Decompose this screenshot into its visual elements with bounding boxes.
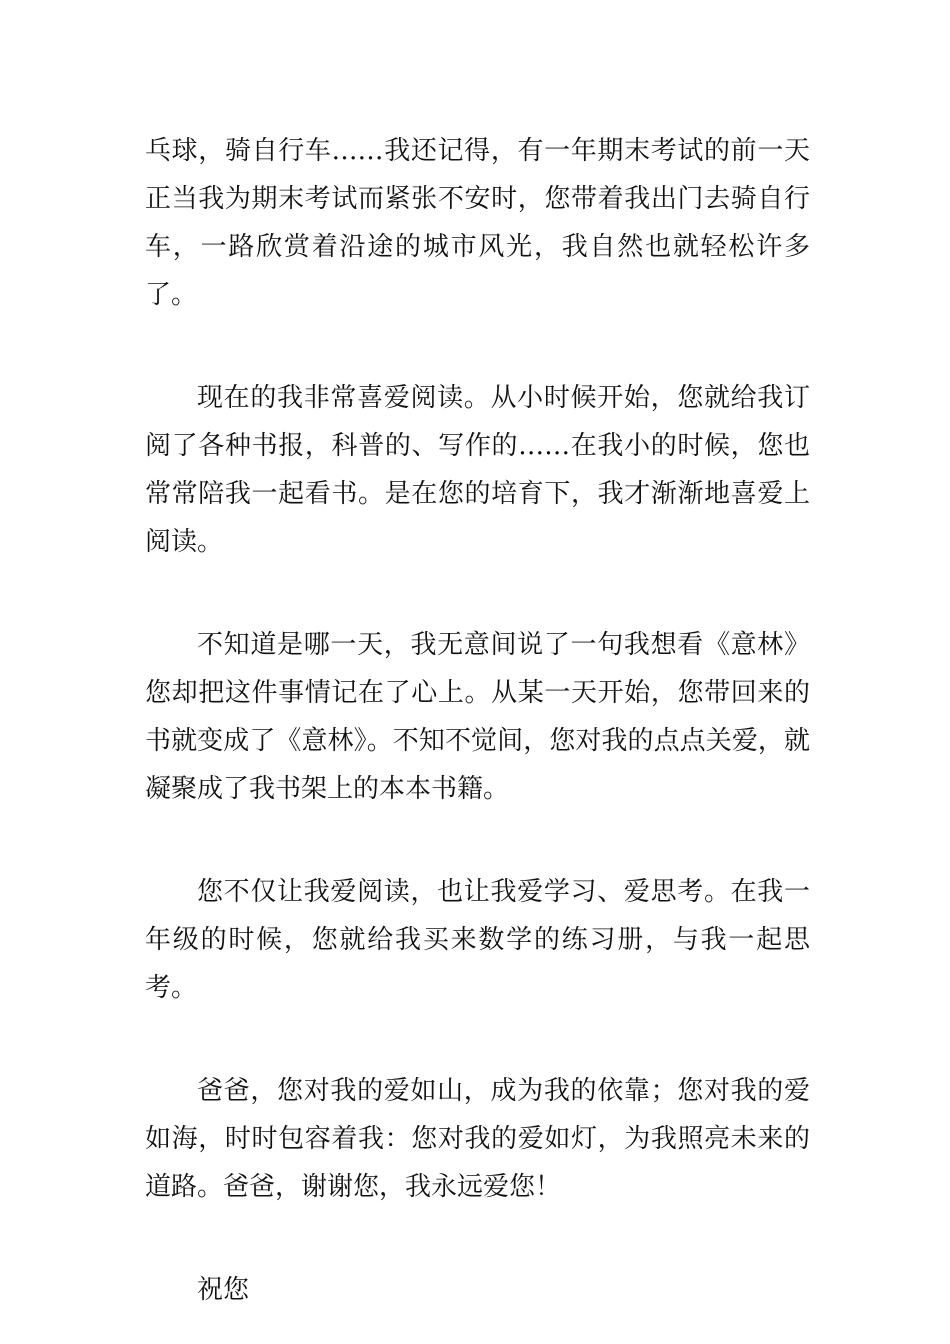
document-body: [145, 127, 810, 1314]
closing-salutation: 祝您: [197, 1275, 250, 1305]
paragraph-love: 爸爸，您对我的爱如山，成为我的依靠；您对我的爱如海，时时包容着我：您对我的爱如灯，为我照亮未来的道路。爸爸，谢谢您，我永远爱您！: [145, 1076, 810, 1202]
paragraph-continued: 乓球，骑自行车……我还记得，有一年期末考试的前一天正当我为期末考试而紧张不安时，您带着我出门去骑自行车，一路欣赏着沿途的城市风光，我自然也就轻松许多了。: [145, 136, 810, 310]
paragraph-reading: 现在的我非常喜爱阅读。从小时候开始，您就给我订阅了各种书报，科普的、写作的……在我小的时候，您也常常陪我一起看书。是在您的培育下，我才渐渐地喜爱上阅读。: [145, 383, 810, 557]
paragraph-study: 您不仅让我爱阅读，也让我爱学习、爱思考。在我一年级的时候，您就给我买来数学的练习册，与我一起思考。: [145, 877, 810, 1003]
paragraph-yilin: 不知道是哪一天，我无意间说了一句我想看《意林》您却把这件事情记在了心上。从某一天开始，您带回来的书就变成了《意林》。不知不觉间，您对我的点点关爱，就凝聚成了我书架上的本本书籍。: [145, 630, 810, 804]
